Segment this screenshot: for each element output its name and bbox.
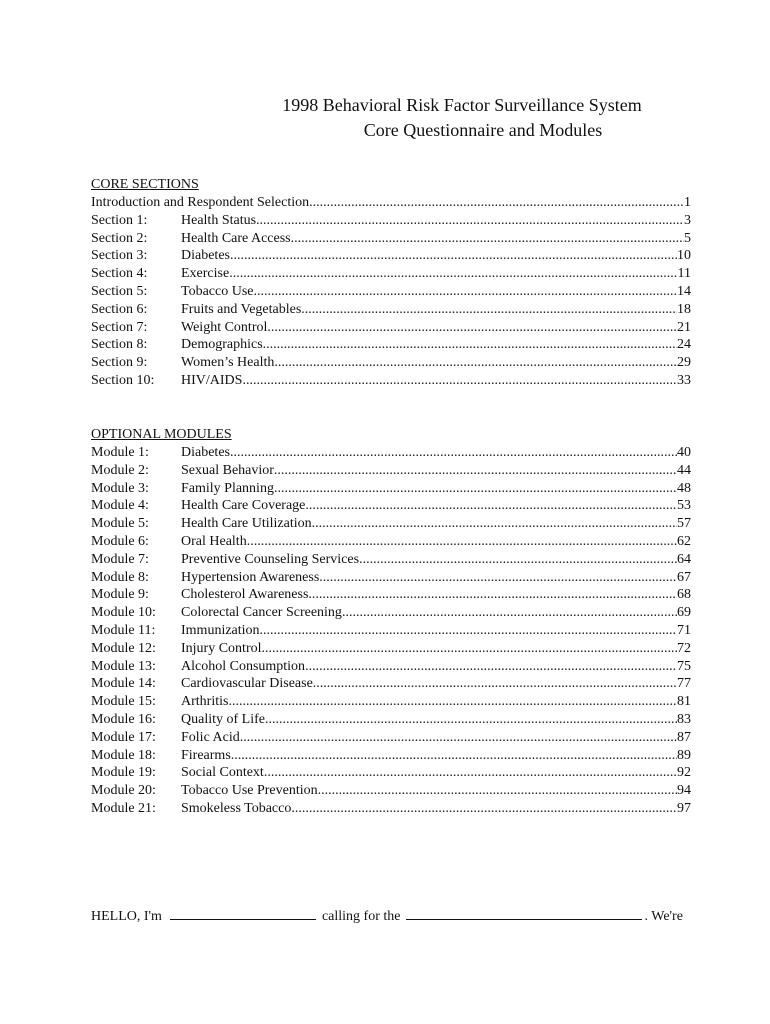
toc-row <box>91 212 691 230</box>
dot-leader <box>312 515 677 533</box>
toc-entry-title: Folic Acid <box>181 729 240 745</box>
dot-leader <box>263 336 677 354</box>
were-text: . We're <box>644 909 683 924</box>
toc-entry-page: 94 <box>677 783 691 799</box>
dot-leader <box>256 212 684 230</box>
dot-leader <box>264 764 677 782</box>
toc-entry-label: Module 2: <box>91 462 149 478</box>
toc-entry-label: Module 1: <box>91 445 149 460</box>
organization-name-blank <box>406 905 642 920</box>
document-title-line-1: 1998 Behavioral Risk Factor Surveillance System <box>282 95 642 115</box>
toc-entry-page: 48 <box>677 480 691 496</box>
toc-entry-title: Exercise <box>181 266 230 282</box>
toc-row <box>91 764 691 782</box>
dot-leader <box>230 444 677 462</box>
toc-row <box>91 747 691 765</box>
dot-leader <box>305 497 677 515</box>
dot-leader <box>240 729 677 747</box>
toc-entry-title: Cholesterol Awareness <box>181 587 309 603</box>
dot-leader <box>265 711 677 729</box>
toc-entry-title: Smokeless Tobacco <box>181 800 292 816</box>
optional-modules-heading: OPTIONAL MODULES <box>91 427 232 442</box>
toc-entry-label: Module 3: <box>91 480 149 496</box>
dot-leader <box>254 283 678 301</box>
toc-entry-title: Health Status <box>181 212 257 228</box>
toc-entry-title: Sexual Behavior <box>181 462 274 478</box>
toc-entry-label: Module 21: <box>91 800 156 816</box>
toc-entry-label: Module 13: <box>91 658 156 674</box>
dot-leader <box>274 480 677 498</box>
toc-entry-title: Introduction and Respondent Selection <box>91 195 310 210</box>
toc-entry-label: Section 3: <box>91 248 148 264</box>
toc-entry-page: 92 <box>677 765 691 781</box>
toc-entry-label: Module 12: <box>91 640 156 656</box>
dot-leader <box>274 462 677 480</box>
toc-entry-label: Module 5: <box>91 516 149 532</box>
toc-entry-page: 44 <box>677 462 691 478</box>
toc-entry-title: Health Care Utilization <box>181 516 312 532</box>
toc-entry-label: Module 20: <box>91 783 156 799</box>
toc-entry-page: 5 <box>684 230 691 246</box>
toc-entry-title: HIV/AIDS <box>181 372 243 388</box>
toc-entry-label: Module 17: <box>91 729 156 745</box>
toc-entry-title: Health Care Access <box>181 230 291 246</box>
toc-entry-label: Section 7: <box>91 319 148 335</box>
toc-entry-label: Module 19: <box>91 765 156 781</box>
dot-leader <box>313 675 677 693</box>
toc-row <box>91 569 691 587</box>
toc-row <box>91 604 691 622</box>
toc-entry-page: 89 <box>677 747 691 763</box>
dot-leader <box>342 604 677 622</box>
toc-row <box>91 444 691 462</box>
toc-row <box>91 354 691 372</box>
dot-leader <box>231 747 677 765</box>
toc-entry-page: 24 <box>677 337 691 353</box>
toc-entry-label: Section 5: <box>91 283 148 299</box>
toc-row <box>91 729 691 747</box>
dot-leader <box>319 569 677 587</box>
toc-entry-page: 83 <box>677 711 691 727</box>
toc-row <box>91 533 691 551</box>
toc-entry-title: Cardiovascular Disease <box>181 676 313 692</box>
dot-leader <box>262 640 678 658</box>
dot-leader <box>267 319 677 337</box>
toc-entry-title: Diabetes <box>181 248 230 264</box>
toc-entry-page: 77 <box>677 676 691 692</box>
toc-entry-title: Quality of Life <box>181 711 265 727</box>
toc-entry-title: Social Context <box>181 765 264 781</box>
toc-entry-title: Health Care Coverage <box>181 498 306 514</box>
toc-row <box>91 586 691 604</box>
toc-row-introduction <box>91 194 691 212</box>
toc-entry-label: Section 4: <box>91 266 148 282</box>
toc-entry-page: 71 <box>677 622 691 638</box>
dot-leader <box>305 658 677 676</box>
dot-leader <box>260 622 677 640</box>
toc-entry-title: Women’s Health <box>181 355 275 371</box>
toc-row <box>91 782 691 800</box>
toc-entry-label: Section 9: <box>91 355 148 371</box>
toc-entry-label: Section 1: <box>91 212 148 228</box>
toc-row <box>91 693 691 711</box>
dot-leader <box>274 354 677 372</box>
toc-entry-label: Module 8: <box>91 569 149 585</box>
toc-entry-page: 97 <box>677 800 691 816</box>
toc-row <box>91 675 691 693</box>
toc-row <box>91 480 691 498</box>
document-title-line-2: Core Questionnaire and Modules <box>363 120 603 140</box>
toc-entry-title: Injury Control <box>181 640 262 656</box>
toc-entry-page: 81 <box>677 694 691 710</box>
toc-entry-page: 1 <box>684 195 691 210</box>
toc-entry-label: Module 14: <box>91 676 156 692</box>
toc-row <box>91 515 691 533</box>
toc-row <box>91 551 691 569</box>
toc-entry-page: 21 <box>677 319 691 335</box>
toc-entry-title: Alcohol Consumption <box>181 658 306 674</box>
toc-entry-label: Module 6: <box>91 533 149 549</box>
toc-entry-title: Immunization <box>181 622 260 638</box>
toc-row <box>91 336 691 354</box>
dot-leader <box>309 194 684 212</box>
toc-entry-page: 53 <box>677 498 691 514</box>
toc-entry-page: 69 <box>677 605 691 621</box>
toc-entry-label: Module 15: <box>91 694 156 710</box>
toc-entry-page: 57 <box>677 516 691 532</box>
toc-row <box>91 658 691 676</box>
toc-entry-title: Firearms <box>181 747 231 763</box>
toc-entry-label: Module 7: <box>91 551 149 567</box>
core-sections-list <box>91 194 691 390</box>
toc-row <box>91 711 691 729</box>
dot-leader <box>229 265 677 283</box>
toc-entry-page: 3 <box>684 212 691 228</box>
toc-row <box>91 247 691 265</box>
toc-entry-page: 68 <box>677 587 691 603</box>
toc-entry-page: 64 <box>677 551 691 567</box>
toc-row <box>91 372 691 390</box>
toc-row <box>91 265 691 283</box>
interviewer-intro-script <box>91 905 721 926</box>
toc-entry-title: Oral Health <box>181 533 247 549</box>
toc-entry-page: 75 <box>677 658 691 674</box>
toc-entry-page: 14 <box>677 283 691 299</box>
toc-entry-title: Fruits and Vegetables <box>181 301 302 317</box>
toc-row <box>91 800 691 818</box>
dot-leader <box>291 800 677 818</box>
toc-entry-title: Weight Control <box>181 319 268 335</box>
toc-entry-title: Colorectal Cancer Screening <box>181 605 342 621</box>
toc-entry-label: Section 8: <box>91 337 148 353</box>
toc-row <box>91 230 691 248</box>
toc-entry-page: 62 <box>677 533 691 549</box>
toc-entry-label: Module 11: <box>91 622 156 638</box>
dot-leader <box>230 247 677 265</box>
toc-entry-page: 11 <box>677 266 691 282</box>
toc-entry-label: Module 16: <box>91 711 156 727</box>
toc-entry-label: Module 18: <box>91 747 156 763</box>
dot-leader <box>228 693 677 711</box>
dot-leader <box>308 586 677 604</box>
toc-entry-title: Tobacco Use Prevention <box>181 783 318 799</box>
toc-entry-title: Demographics <box>181 337 263 353</box>
toc-entry-label: Section 10: <box>91 372 155 388</box>
toc-row <box>91 283 691 301</box>
hello-text: HELLO, I'm <box>91 909 162 924</box>
toc-entry-page: 29 <box>677 355 691 371</box>
toc-entry-title: Diabetes <box>181 445 230 460</box>
dot-leader <box>301 301 677 319</box>
toc-row <box>91 497 691 515</box>
toc-row <box>91 640 691 658</box>
toc-entry-page: 67 <box>677 569 691 585</box>
toc-entry-title: Hypertension Awareness <box>181 569 320 585</box>
core-sections-heading: CORE SECTIONS <box>91 177 199 192</box>
toc-entry-title: Preventive Counseling Services <box>181 551 360 567</box>
toc-entry-label: Section 2: <box>91 230 148 246</box>
optional-modules-list <box>91 444 691 818</box>
dot-leader <box>359 551 677 569</box>
toc-row <box>91 301 691 319</box>
dot-leader <box>247 533 677 551</box>
toc-row <box>91 462 691 480</box>
toc-entry-label: Module 10: <box>91 605 156 621</box>
toc-entry-label: Section 6: <box>91 301 148 317</box>
toc-entry-page: 40 <box>677 445 691 460</box>
calling-for-text: calling for the <box>321 909 401 924</box>
dot-leader <box>291 230 684 248</box>
toc-row <box>91 622 691 640</box>
toc-entry-page: 87 <box>677 729 691 745</box>
toc-entry-page: 33 <box>677 372 691 388</box>
toc-entry-label: Module 4: <box>91 498 149 514</box>
toc-entry-title: Tobacco Use <box>181 283 254 299</box>
dot-leader <box>318 782 677 800</box>
toc-entry-page: 10 <box>677 248 691 264</box>
toc-entry-page: 18 <box>677 301 691 317</box>
dot-leader <box>242 372 677 390</box>
toc-entry-title: Arthritis <box>181 694 229 710</box>
toc-entry-page: 72 <box>677 640 691 656</box>
interviewer-name-blank <box>170 905 316 920</box>
toc-row <box>91 319 691 337</box>
toc-entry-label: Module 9: <box>91 587 149 603</box>
toc-entry-title: Family Planning <box>181 480 274 496</box>
